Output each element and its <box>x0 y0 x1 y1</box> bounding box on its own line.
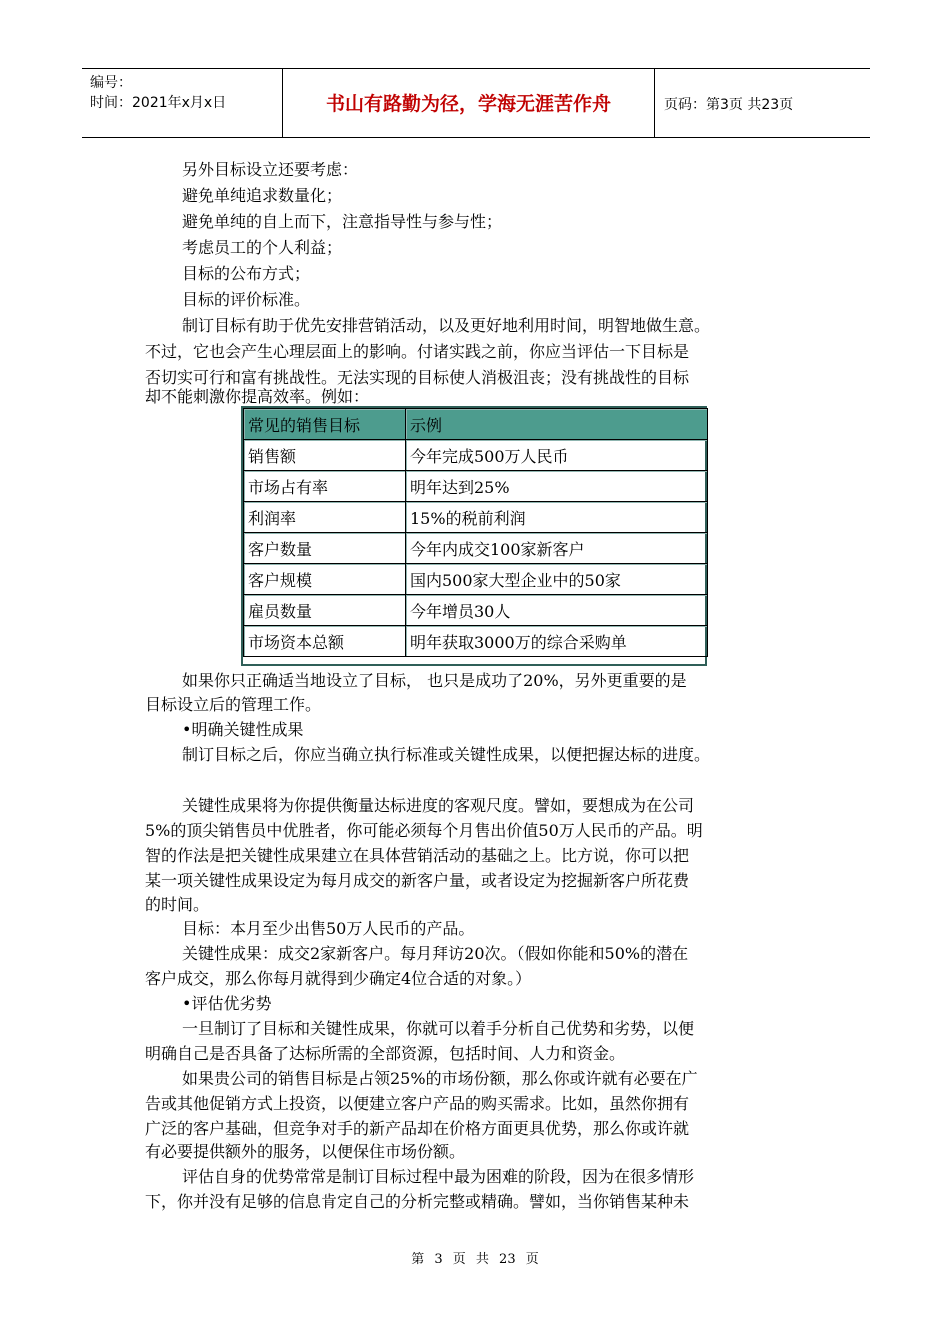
table-header-row <box>244 409 708 440</box>
table-cell: 今年增员30人 <box>406 595 708 626</box>
paragraph-line: 否切实可行和富有挑战性。无法实现的目标使人消极沮丧；没有挑战性的目标 <box>145 368 690 387</box>
text-line: 避免单纯的自上而下，注意指导性与参与性； <box>182 212 503 231</box>
paragraph-line: 却不能刺激你提高效率。例如： <box>145 387 370 406</box>
text-line: 避免单纯追求数量化； <box>182 186 343 205</box>
section-bullet: •明确关键性成果 <box>182 720 304 739</box>
header-page-info: 页码：第3页 共23页 <box>664 97 794 113</box>
table-header-cell: 常见的销售目标 <box>244 409 406 440</box>
time-label: 时间：2021年x月x日 <box>90 95 227 111</box>
table-row <box>244 502 708 533</box>
paragraph-line: 智的作法是把关键性成果建立在具体营销活动的基础之上。比方说，你可以把 <box>145 846 690 865</box>
paragraph-line: 关键性成果将为你提供衡量达标进度的客观尺度。譬如，要想成为在公司 <box>182 796 695 815</box>
table-row <box>244 440 708 471</box>
header-meta <box>90 73 226 113</box>
paragraph-line: 的时间。 <box>145 895 210 914</box>
table-cell: 利润率 <box>244 502 406 533</box>
table-cell: 国内500家大型企业中的50家 <box>406 564 708 595</box>
paragraph-line: 明确自己是否具备了达标所需的全部资源，包括时间、人力和资金。 <box>145 1044 626 1063</box>
table-row <box>244 626 708 657</box>
page-header <box>82 68 870 138</box>
table-cell: 今年内成交100家新客户 <box>406 533 708 564</box>
paragraph-line: 不过，它也会产生心理层面上的影响。付诸实践之前，你应当评估一下目标是 <box>145 342 690 361</box>
text-line: 另外目标设立还要考虑： <box>182 160 359 179</box>
table-row <box>244 564 708 595</box>
table-cell: 市场占有率 <box>244 471 406 502</box>
sales-goal-table <box>243 408 708 657</box>
table-cell: 客户规模 <box>244 564 406 595</box>
goal-line: 目标：本月至少出售50万人民币的产品。 <box>182 919 475 938</box>
paragraph-line: 关键性成果：成交2家新客户。每月拜访20次。（假如你能和50%的潜在 <box>182 944 689 963</box>
paragraph-line: 客户成交，那么你每月就得到少确定4位合适的对象。） <box>145 969 532 988</box>
paragraph-line: 有必要提供额外的服务，以便保住市场份额。 <box>145 1142 466 1161</box>
page-footer: 第 3 页 共 23 页 <box>411 1252 539 1267</box>
text-line: 目标的评价标准。 <box>182 290 311 309</box>
number-label: 编号： <box>90 75 132 91</box>
paragraph-line: 5%的顶尖销售员中优胜者，你可能必须每个月售出价值50万人民币的产品。明 <box>145 821 703 840</box>
paragraph-line: 下，你并没有足够的信息肯定自己的分析完整或精确。譬如，当你销售某种未 <box>145 1192 690 1211</box>
paragraph-line: 告或其他促销方式上投资，以便建立客户产品的购买需求。比如，虽然你拥有 <box>145 1094 690 1113</box>
table-cell: 今年完成500万人民币 <box>406 440 708 471</box>
section-bullet: •评估优劣势 <box>182 994 272 1013</box>
paragraph-line: 如果贵公司的销售目标是占领25%的市场份额，那么你或许就有必要在广 <box>182 1069 698 1088</box>
table-row <box>244 471 708 502</box>
paragraph-line: 目标设立后的管理工作。 <box>145 695 322 714</box>
table-cell: 明年达到25% <box>406 471 708 502</box>
table-cell: 明年获取3000万的综合采购单 <box>406 626 708 657</box>
text-line: 考虑员工的个人利益； <box>182 238 343 257</box>
table-cell: 销售额 <box>244 440 406 471</box>
paragraph-line: 某一项关键性成果设定为每月成交的新客户量，或者设定为挖掘新客户所花费 <box>145 871 690 890</box>
header-divider <box>654 69 655 137</box>
table-row <box>244 533 708 564</box>
table-cell: 客户数量 <box>244 533 406 564</box>
text-line: 目标的公布方式； <box>182 264 311 283</box>
paragraph-line: 评估自身的优势常常是制订目标过程中最为困难的阶段，因为在很多情形 <box>182 1167 695 1186</box>
table-cell: 雇员数量 <box>244 595 406 626</box>
table-cell: 15%的税前利润 <box>406 502 708 533</box>
table-header-cell: 示例 <box>406 409 708 440</box>
header-motto: 书山有路勤为径，学海无涯苦作舟 <box>325 93 611 115</box>
paragraph-line: 一旦制订了目标和关键性成果，你就可以着手分析自己优势和劣势，以便 <box>182 1019 695 1038</box>
paragraph-line: 如果你只正确适当地设立了目标， 也只是成功了20%，另外更重要的是 <box>182 671 687 690</box>
paragraph-line: 制订目标有助于优先安排营销活动，以及更好地利用时间，明智地做生意。 <box>182 316 711 335</box>
table-cell: 市场资本总额 <box>244 626 406 657</box>
table-row <box>244 595 708 626</box>
paragraph-line: 制订目标之后，你应当确立执行标准或关键性成果，以便把握达标的进度。 <box>182 745 711 764</box>
paragraph-line: 广泛的客户基础，但竞争对手的新产品却在价格方面更具优势，那么你或许就 <box>145 1119 690 1138</box>
